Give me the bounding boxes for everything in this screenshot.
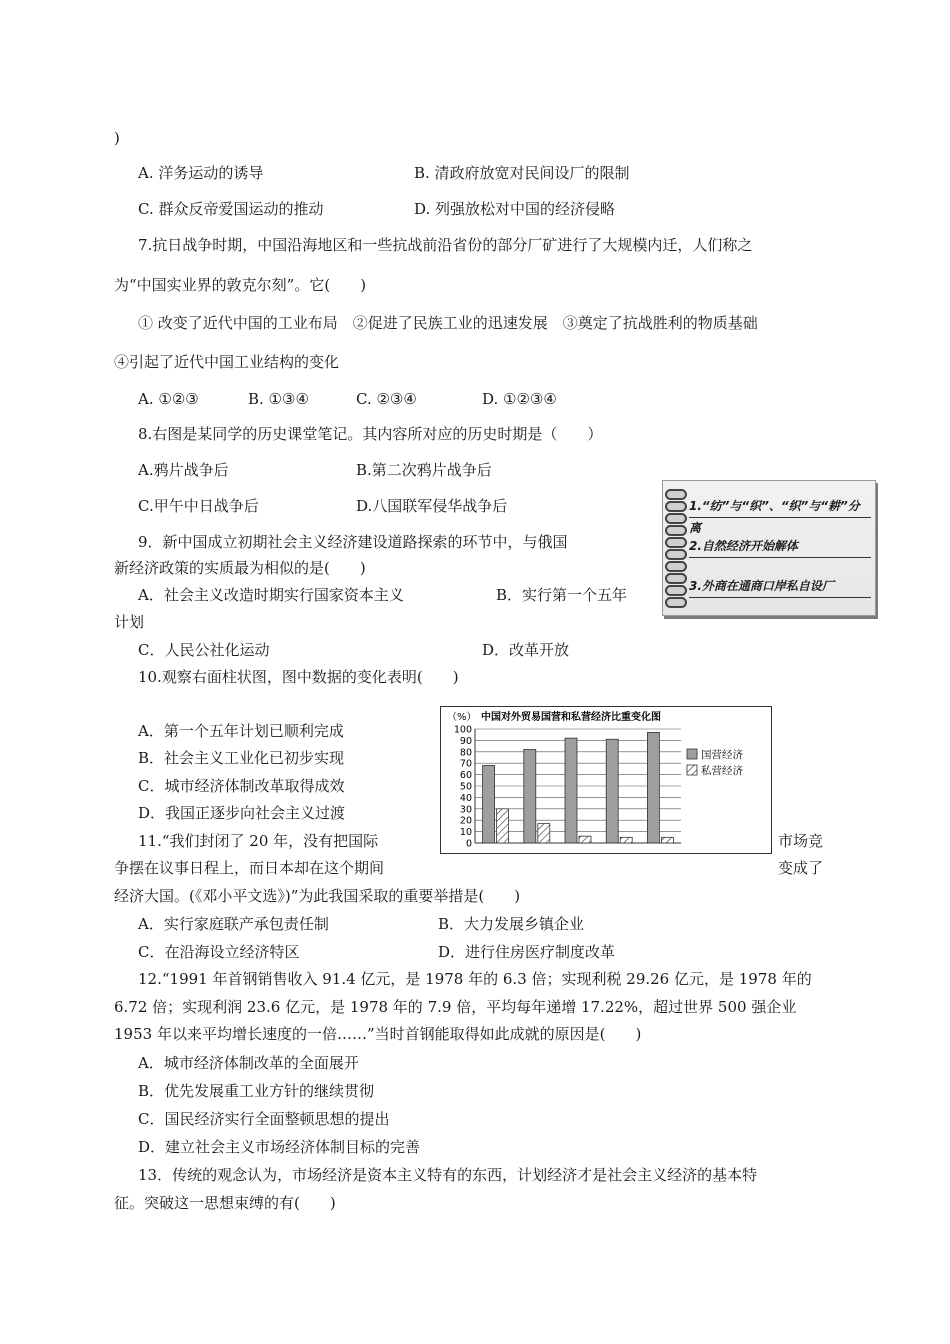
q12-option-b: B．优先发展重工业方针的继续贯彻 <box>138 1082 375 1100</box>
q7-items-line2: ④引起了近代中国工业结构的变化 <box>114 353 340 371</box>
q12-stem-line2: 6.72 倍；实现利润 23.6 亿元，是 1978 年的 7.9 倍，平均每年递增 17.22%，超过世界 500 强企业 <box>114 998 797 1016</box>
q8-option-b: B.第二次鸦片战争后 <box>356 461 492 479</box>
bar-chart-svg <box>441 707 771 853</box>
chart-bar <box>483 765 495 843</box>
chart-ytick-label: 0 <box>465 838 472 850</box>
q9-option-b-continued: 计划 <box>114 613 145 631</box>
q7-option-d: D. ①②③④ <box>482 390 557 408</box>
chart-bar <box>565 738 577 843</box>
chart-legend-swatch <box>687 765 697 775</box>
q6-option-c: C. 群众反帝爱国运动的推动 <box>138 200 324 218</box>
q9-option-d: D．改革开放 <box>482 641 570 659</box>
q10-option-a: A．第一个五年计划已顺利完成 <box>138 722 344 740</box>
q7-stem-line2: 为“中国实业界的敦克尔刻”。它( ) <box>114 276 367 294</box>
q9-option-a: A．社会主义改造时期实行国家资本主义 <box>138 586 404 604</box>
q9-option-c: C．人民公社化运动 <box>138 641 270 659</box>
q6-tail: ) <box>114 129 120 147</box>
chart-ytick-label: 30 <box>459 804 472 816</box>
q8-option-c: C.甲午中日战争后 <box>138 497 259 515</box>
q7-items-line1: ① 改变了近代中国的工业布局 ②促进了民族工业的迅速发展 ③奠定了抗战胜利的物质基础 <box>138 314 758 332</box>
q12-option-d: D．建立社会主义市场经济体制目标的完善 <box>138 1138 421 1156</box>
class-notes-image <box>662 480 876 616</box>
q11-stem-line2-left: 争摆在议事日程上，而日本却在这个期间 <box>114 859 385 877</box>
q10-option-c: C．城市经济体制改革取得成效 <box>138 777 345 795</box>
chart-ylabel: （%） <box>447 712 477 723</box>
chart-bar <box>661 837 673 843</box>
q9-stem-line1: 9．新中国成立初期社会主义经济建设道路探索的环节中，与俄国 <box>138 533 568 551</box>
q8-option-d: D.八国联军侵华战争后 <box>356 497 508 515</box>
chart-ytick-label: 50 <box>459 781 472 793</box>
q11-stem-line1-right: 市场竞 <box>778 832 824 850</box>
q6-option-d: D. 列强放松对中国的经济侵略 <box>414 200 616 218</box>
notebook-line-3: 3.外商在通商口岸私自设厂 <box>689 575 871 598</box>
q12-option-c: C．国民经济实行全面整顿思想的提出 <box>138 1110 390 1128</box>
q11-option-a: A．实行家庭联产承包责任制 <box>138 915 329 933</box>
chart-legend-label: 私营经济 <box>701 765 743 777</box>
chart-legend-label: 国营经济 <box>701 749 743 761</box>
q9-option-b: B．实行第一个五年 <box>496 586 628 604</box>
chart-ytick-label: 20 <box>459 815 472 827</box>
notebook-line-1: 1.“纺”与“织”、“织”与“耕”分离 <box>689 495 871 518</box>
chart-bar <box>606 739 618 843</box>
chart-ytick-label: 60 <box>459 770 472 782</box>
q7-option-b: B. ①③④ <box>248 390 309 408</box>
q11-option-d: D．进行住房医疗制度改革 <box>438 943 616 961</box>
q10-stem: 10.观察右面柱状图，图中数据的变化表明( ) <box>138 668 459 686</box>
chart-legend-swatch <box>687 749 697 759</box>
chart-ytick-label: 80 <box>459 747 472 759</box>
q8-option-a: A.鸦片战争后 <box>138 461 229 479</box>
chart-title: 中国对外贸易国营和私营经济比重变化图 <box>481 712 661 723</box>
q11-stem-line1-left: 11.“我们封闭了 20 年，没有把国际 <box>138 832 379 850</box>
notebook-spiral <box>663 487 685 611</box>
chart-ytick-label: 100 <box>453 724 472 736</box>
q9-stem-line2: 新经济政策的实质最为相似的是( ) <box>114 559 366 577</box>
q13-stem-line1: 13．传统的观念认为，市场经济是资本主义特有的东西，计划经济才是社会主义经济的基本特 <box>138 1166 758 1184</box>
chart-bar <box>579 836 591 843</box>
chart-bar <box>620 837 632 843</box>
chart-ytick-label: 10 <box>459 827 472 839</box>
chart-bar <box>497 809 509 843</box>
q11-stem-line2-right: 变成了 <box>778 859 824 877</box>
q12-stem-line1: 12.“1991 年首钢销售收入 91.4 亿元，是 1978 年的 6.3 倍；实现利税 29.26 亿元，是 1978 年的 <box>138 970 812 988</box>
chart-bar <box>524 750 536 843</box>
q11-option-b: B．大力发展乡镇企业 <box>438 915 585 933</box>
q11-option-c: C．在沿海设立经济特区 <box>138 943 300 961</box>
q12-stem-line3: 1953 年以来平均增长速度的一倍……”当时首钢能取得如此成就的原因是( ) <box>114 1025 642 1043</box>
notebook-line-2: 2.自然经济开始解体 <box>689 535 871 558</box>
q10-option-d: D．我国正逐步向社会主义过渡 <box>138 804 346 822</box>
q7-option-a: A. ①②③ <box>138 390 199 408</box>
q8-stem: 8.右图是某同学的历史课堂笔记。其内容所对应的历史时期是（ ） <box>138 425 603 443</box>
chart-ytick-label: 40 <box>459 792 472 804</box>
q6-option-b: B. 清政府放宽对民间设厂的限制 <box>414 164 630 182</box>
q7-stem-line1: 7.抗日战争时期，中国沿海地区和一些抗战前沿省份的部分厂矿进行了大规模内迁，人们称之 <box>138 236 753 254</box>
chart-bar <box>647 732 659 843</box>
q13-stem-line2: 征。突破这一思想束缚的有( ) <box>114 1194 336 1212</box>
trade-share-bar-chart <box>440 706 772 854</box>
chart-bar <box>538 824 550 843</box>
chart-ytick-label: 70 <box>459 758 472 770</box>
q6-option-a: A. 洋务运动的诱导 <box>138 164 264 182</box>
q10-option-b: B．社会主义工业化已初步实现 <box>138 749 345 767</box>
q7-option-c: C. ②③④ <box>356 390 417 408</box>
chart-ytick-label: 90 <box>459 735 472 747</box>
q12-option-a: A．城市经济体制改革的全面展开 <box>138 1054 359 1072</box>
q11-stem-line3: 经济大国。(《邓小平文选》)”为此我国采取的重要举措是( ) <box>114 887 521 905</box>
